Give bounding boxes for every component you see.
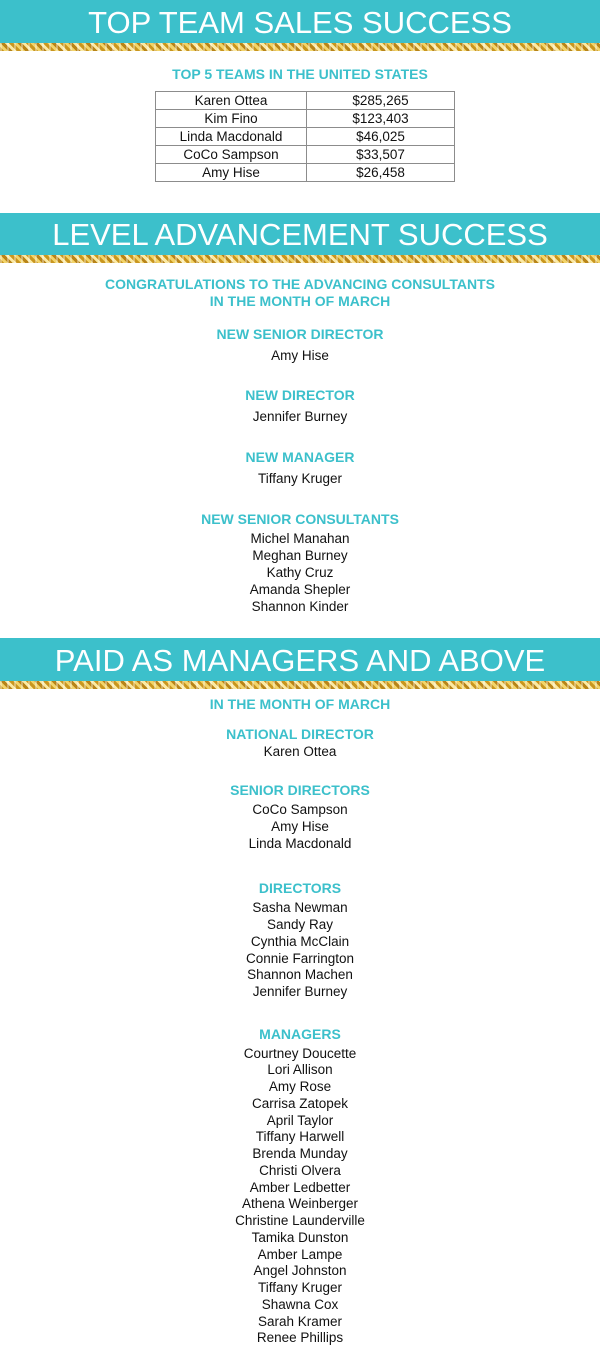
top-team-sales-banner (0, 0, 600, 51)
list-item: Connie Farrington (245, 951, 355, 966)
table-row (156, 128, 455, 146)
list-item: Shannon Machen (247, 967, 353, 982)
list-item: Carrisa Zatopek (251, 1096, 349, 1111)
advancement-intro-line1: CONGRATULATIONS TO THE ADVANCING CONSULTANTS (105, 276, 495, 292)
list-item: Angel Johnston (253, 1263, 347, 1278)
team-name: Karen Ottea (156, 92, 307, 110)
banner-title: LEVEL ADVANCEMENT SUCCESS (0, 213, 600, 255)
banner-title: TOP TEAM SALES SUCCESS (0, 0, 600, 43)
team-name: Linda Macdonald (156, 128, 307, 146)
list-item: Shannon Kinder (251, 599, 349, 614)
gold-glitter-divider (0, 43, 600, 51)
list-item: Tiffany Harwell (255, 1129, 345, 1144)
group-title: MANAGERS (259, 1026, 341, 1042)
list-item: Renee Phillips (256, 1330, 344, 1345)
list-item: Sarah Kramer (257, 1314, 343, 1329)
table-row (156, 164, 455, 182)
advancement-intro-line2: IN THE MONTH OF MARCH (209, 293, 391, 309)
banner-title: PAID AS MANAGERS AND ABOVE (0, 638, 600, 681)
team-sales: $46,025 (307, 128, 455, 146)
top-teams-subtitle: TOP 5 TEAMS IN THE UNITED STATES (172, 66, 428, 82)
list-item: Jennifer Burney (252, 984, 348, 999)
group-title: NEW DIRECTOR (245, 387, 355, 403)
list-item: April Taylor (266, 1113, 334, 1128)
team-sales: $123,403 (307, 110, 455, 128)
table-row (156, 146, 455, 164)
table-row (156, 110, 455, 128)
list-item: Meghan Burney (252, 548, 348, 563)
gold-glitter-divider (0, 681, 600, 689)
list-item: Jennifer Burney (252, 409, 348, 424)
list-item: Cynthia McClain (250, 934, 350, 949)
team-sales: $26,458 (307, 164, 455, 182)
list-item: Brenda Munday (252, 1146, 348, 1161)
list-item: Sandy Ray (266, 917, 334, 932)
team-sales: $33,507 (307, 146, 455, 164)
list-item: Linda Macdonald (248, 836, 352, 851)
team-name: Kim Fino (156, 110, 307, 128)
team-name: Amy Hise (156, 164, 307, 182)
group-title: DIRECTORS (258, 880, 342, 896)
group-title: NATIONAL DIRECTOR (226, 726, 374, 742)
list-item: Amy Hise (271, 348, 329, 363)
group-title: NEW SENIOR DIRECTOR (216, 326, 384, 342)
list-item: Shawna Cox (261, 1297, 339, 1312)
table-row (156, 92, 455, 110)
list-item: Tiffany Kruger (257, 1280, 343, 1295)
list-item: Tiffany Kruger (257, 471, 343, 486)
list-item: Tamika Dunston (251, 1230, 349, 1245)
list-item: Lori Allison (267, 1062, 333, 1077)
list-item: Amy Hise (271, 819, 329, 834)
list-item: Amy Rose (268, 1079, 332, 1094)
list-item: Kathy Cruz (266, 565, 334, 580)
list-item: Athena Weinberger (241, 1196, 359, 1211)
list-item: Amanda Shepler (249, 582, 351, 597)
top-teams-table (155, 91, 455, 182)
team-name: CoCo Sampson (156, 146, 307, 164)
list-item: Karen Ottea (263, 744, 337, 759)
list-item: Sasha Newman (252, 900, 348, 915)
team-sales: $285,265 (307, 92, 455, 110)
paid-as-managers-banner (0, 638, 600, 689)
gold-glitter-divider (0, 255, 600, 263)
list-item: Michel Manahan (250, 531, 350, 546)
list-item: Christine Launderville (235, 1213, 365, 1228)
group-title: NEW MANAGER (245, 449, 355, 465)
list-item: Christi Olvera (259, 1163, 341, 1178)
list-item: CoCo Sampson (252, 802, 348, 817)
paid-intro: IN THE MONTH OF MARCH (209, 696, 391, 712)
list-item: Courtney Doucette (243, 1046, 357, 1061)
group-title: SENIOR DIRECTORS (230, 782, 370, 798)
level-advancement-banner (0, 213, 600, 263)
list-item: Amber Ledbetter (249, 1180, 351, 1195)
list-item: Amber Lampe (257, 1247, 343, 1262)
group-title: NEW SENIOR CONSULTANTS (201, 511, 399, 527)
